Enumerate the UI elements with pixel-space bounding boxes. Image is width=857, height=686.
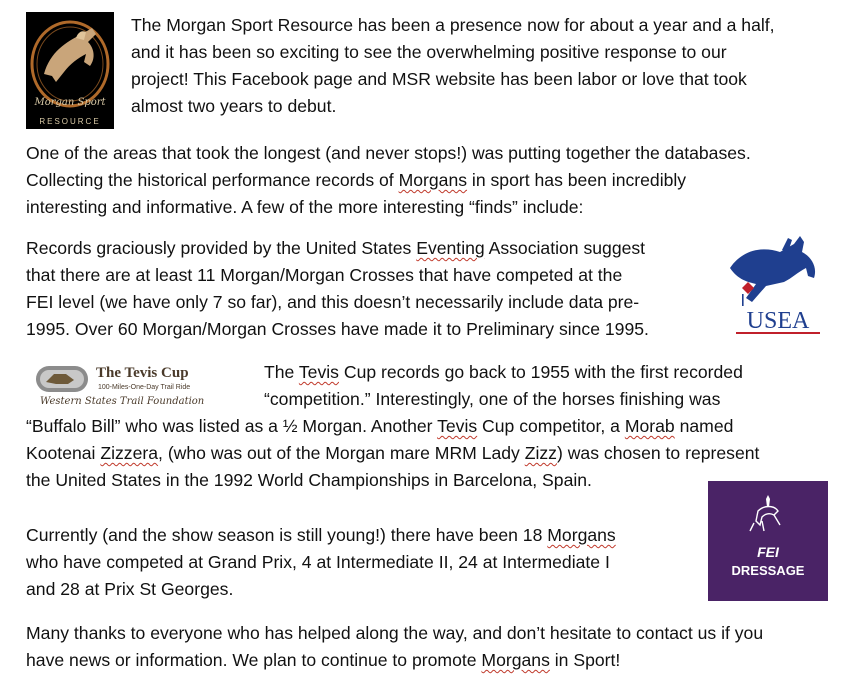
p4-line-5: the United States in the 1992 World Championships in Barcelona, Spain. — [26, 470, 592, 490]
p5-line-1: Currently (and the show season is still young!) there have been 18 Morgans — [26, 525, 616, 545]
p3-line-1: Records graciously provided by the United States Eventing Association suggest — [26, 238, 646, 258]
usea-logo — [722, 232, 834, 336]
p3-line-3: FEI level (we have only 7 so far), and this doesn’t necessarily include data pre- — [26, 292, 640, 312]
fei-dressage-logo — [708, 481, 828, 601]
p4-line-1: The Tevis Cup records go back to 1955 with the first recorded — [264, 362, 743, 382]
p3-line-4: 1995. Over 60 Morgan/Morgan Crosses have made it to Preliminary since 1995. — [26, 319, 649, 339]
tevis-cup-logo — [36, 360, 260, 408]
p4-line-3: “Buffalo Bill” who was listed as a ½ Morgan. Another Tevis Cup competitor, a Morab named — [26, 416, 734, 436]
fei-logo-line1: FEI — [757, 544, 779, 560]
usea-logo-text: USEA — [746, 308, 810, 334]
p3-line-2: that there are at least 11 Morgan/Morgan Crosses that have competed at the — [26, 265, 623, 285]
msr-logo-caption: RESOURCE — [39, 117, 101, 126]
tevis-cup-foundation: Western States Trail Foundation — [40, 396, 205, 407]
msr-logo-script: Morgan Sport — [34, 97, 106, 108]
p2-line-2: Collecting the historical performance records of Morgans in sport has been incredibly — [26, 170, 687, 190]
msr-logo — [26, 12, 114, 129]
p4-line-4: Kootenai Zizzera, (who was out of the Morgan mare MRM Lady Zizz) was chosen to represent — [26, 443, 760, 463]
p1-line-2: and it has been so exciting to see the overwhelming positive response to our — [131, 42, 727, 62]
p1-line-3: project! This Facebook page and MSR website has been labor or love that took — [131, 69, 747, 89]
p2-line-1: One of the areas that took the longest (and never stops!) was putting together the databases. — [26, 143, 751, 163]
p4-line-2: “competition.” Interestingly, one of the horses finishing was — [264, 389, 721, 409]
fei-logo-line2: DRESSAGE — [731, 563, 805, 578]
tevis-cup-title: The Tevis Cup — [96, 365, 189, 381]
p6-line-2: have news or information. We plan to continue to promote Morgans in Sport! — [26, 650, 621, 670]
p1-line-1: The Morgan Sport Resource has been a presence now for about a year and a half, — [131, 15, 775, 35]
p5-line-2: who have competed at Grand Prix, 4 at Intermediate II, 24 at Intermediate I — [26, 552, 610, 572]
tevis-cup-subtitle: 100-Miles-One-Day Trail Ride — [98, 384, 191, 391]
p2-line-3: interesting and informative. A few of the more interesting “finds” include: — [26, 197, 584, 217]
p1-line-4: almost two years to debut. — [131, 96, 337, 116]
p5-line-3: and 28 at Prix St Georges. — [26, 579, 234, 599]
p6-line-1: Many thanks to everyone who has helped along the way, and don’t hesitate to contact us if you — [26, 623, 764, 643]
